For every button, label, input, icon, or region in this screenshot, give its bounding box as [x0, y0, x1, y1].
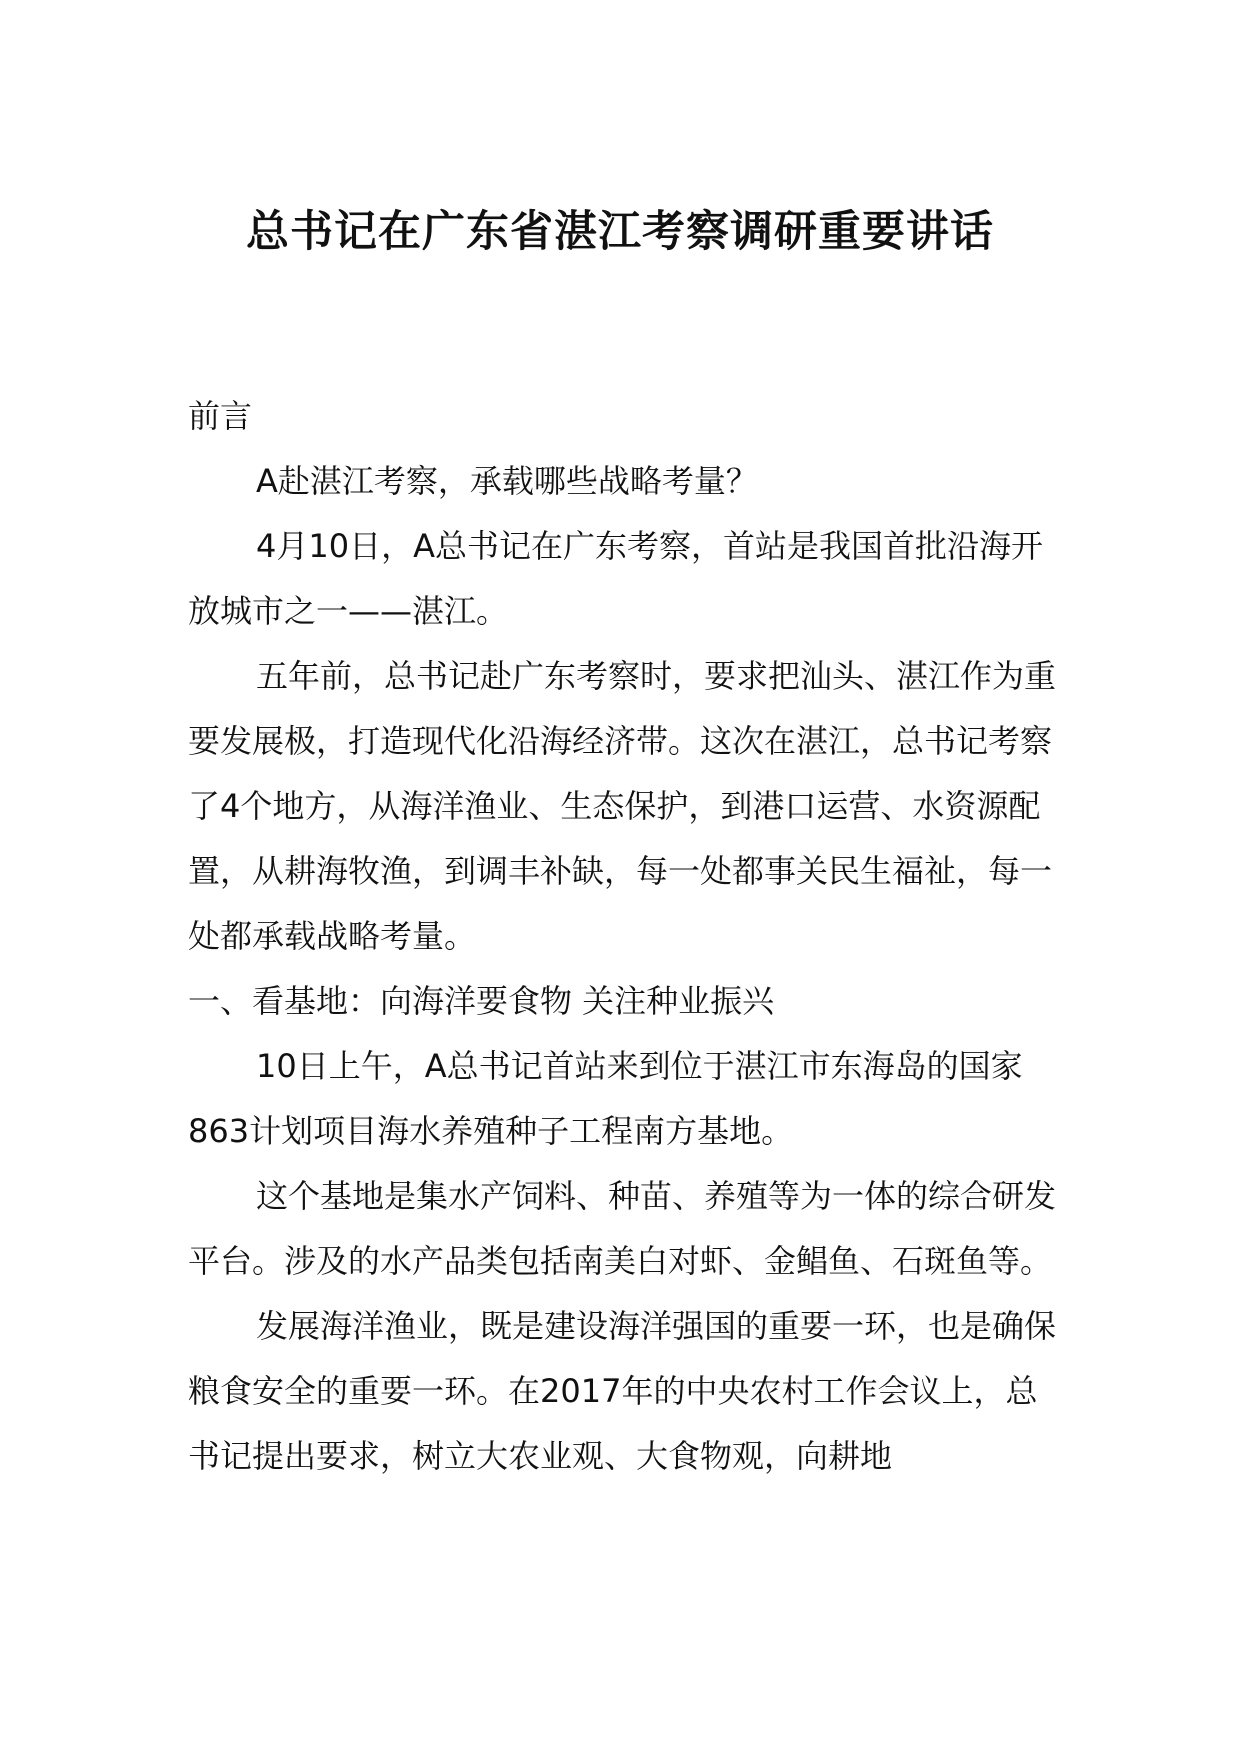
paragraph: 发展海洋渔业，既是建设海洋强国的重要一环，也是确保粮食安全的重要一环。在2017年的中央农村工作会议上，总书记提出要求，树立大农业观、大食物观，向耕地	[188, 1307, 1057, 1475]
paragraph: A赴湛江考察，承载哪些战略考量？	[256, 462, 758, 500]
document-body	[188, 384, 1068, 1489]
section-heading-one: 一、看基地：向海洋要食物 关注种业振兴	[188, 982, 775, 1020]
paragraph: 10日上午，A总书记首站来到位于湛江市东海岛的国家863计划项目海水养殖种子工程南方基地。	[188, 1047, 1023, 1150]
document-title: 总书记在广东省湛江考察调研重要讲话	[246, 207, 994, 257]
paragraph: 这个基地是集水产饲料、种苗、养殖等为一体的综合研发平台。涉及的水产品类包括南美白对虾、金鲳鱼、石斑鱼等。	[188, 1177, 1057, 1280]
paragraph: 4月10日，A总书记在广东考察，首站是我国首批沿海开放城市之一——湛江。	[188, 527, 1043, 630]
paragraph: 五年前，总书记赴广东考察时，要求把汕头、湛江作为重要发展极，打造现代化沿海经济带。这次在湛江，总书记考察了4个地方，从海洋渔业、生态保护，到港口运营、水资源配置，从耕海牧渔，到调丰补缺，每一处都事关民生福祉，每一处都承载战略考量。	[188, 657, 1057, 955]
section-heading-preface: 前言	[188, 397, 253, 435]
